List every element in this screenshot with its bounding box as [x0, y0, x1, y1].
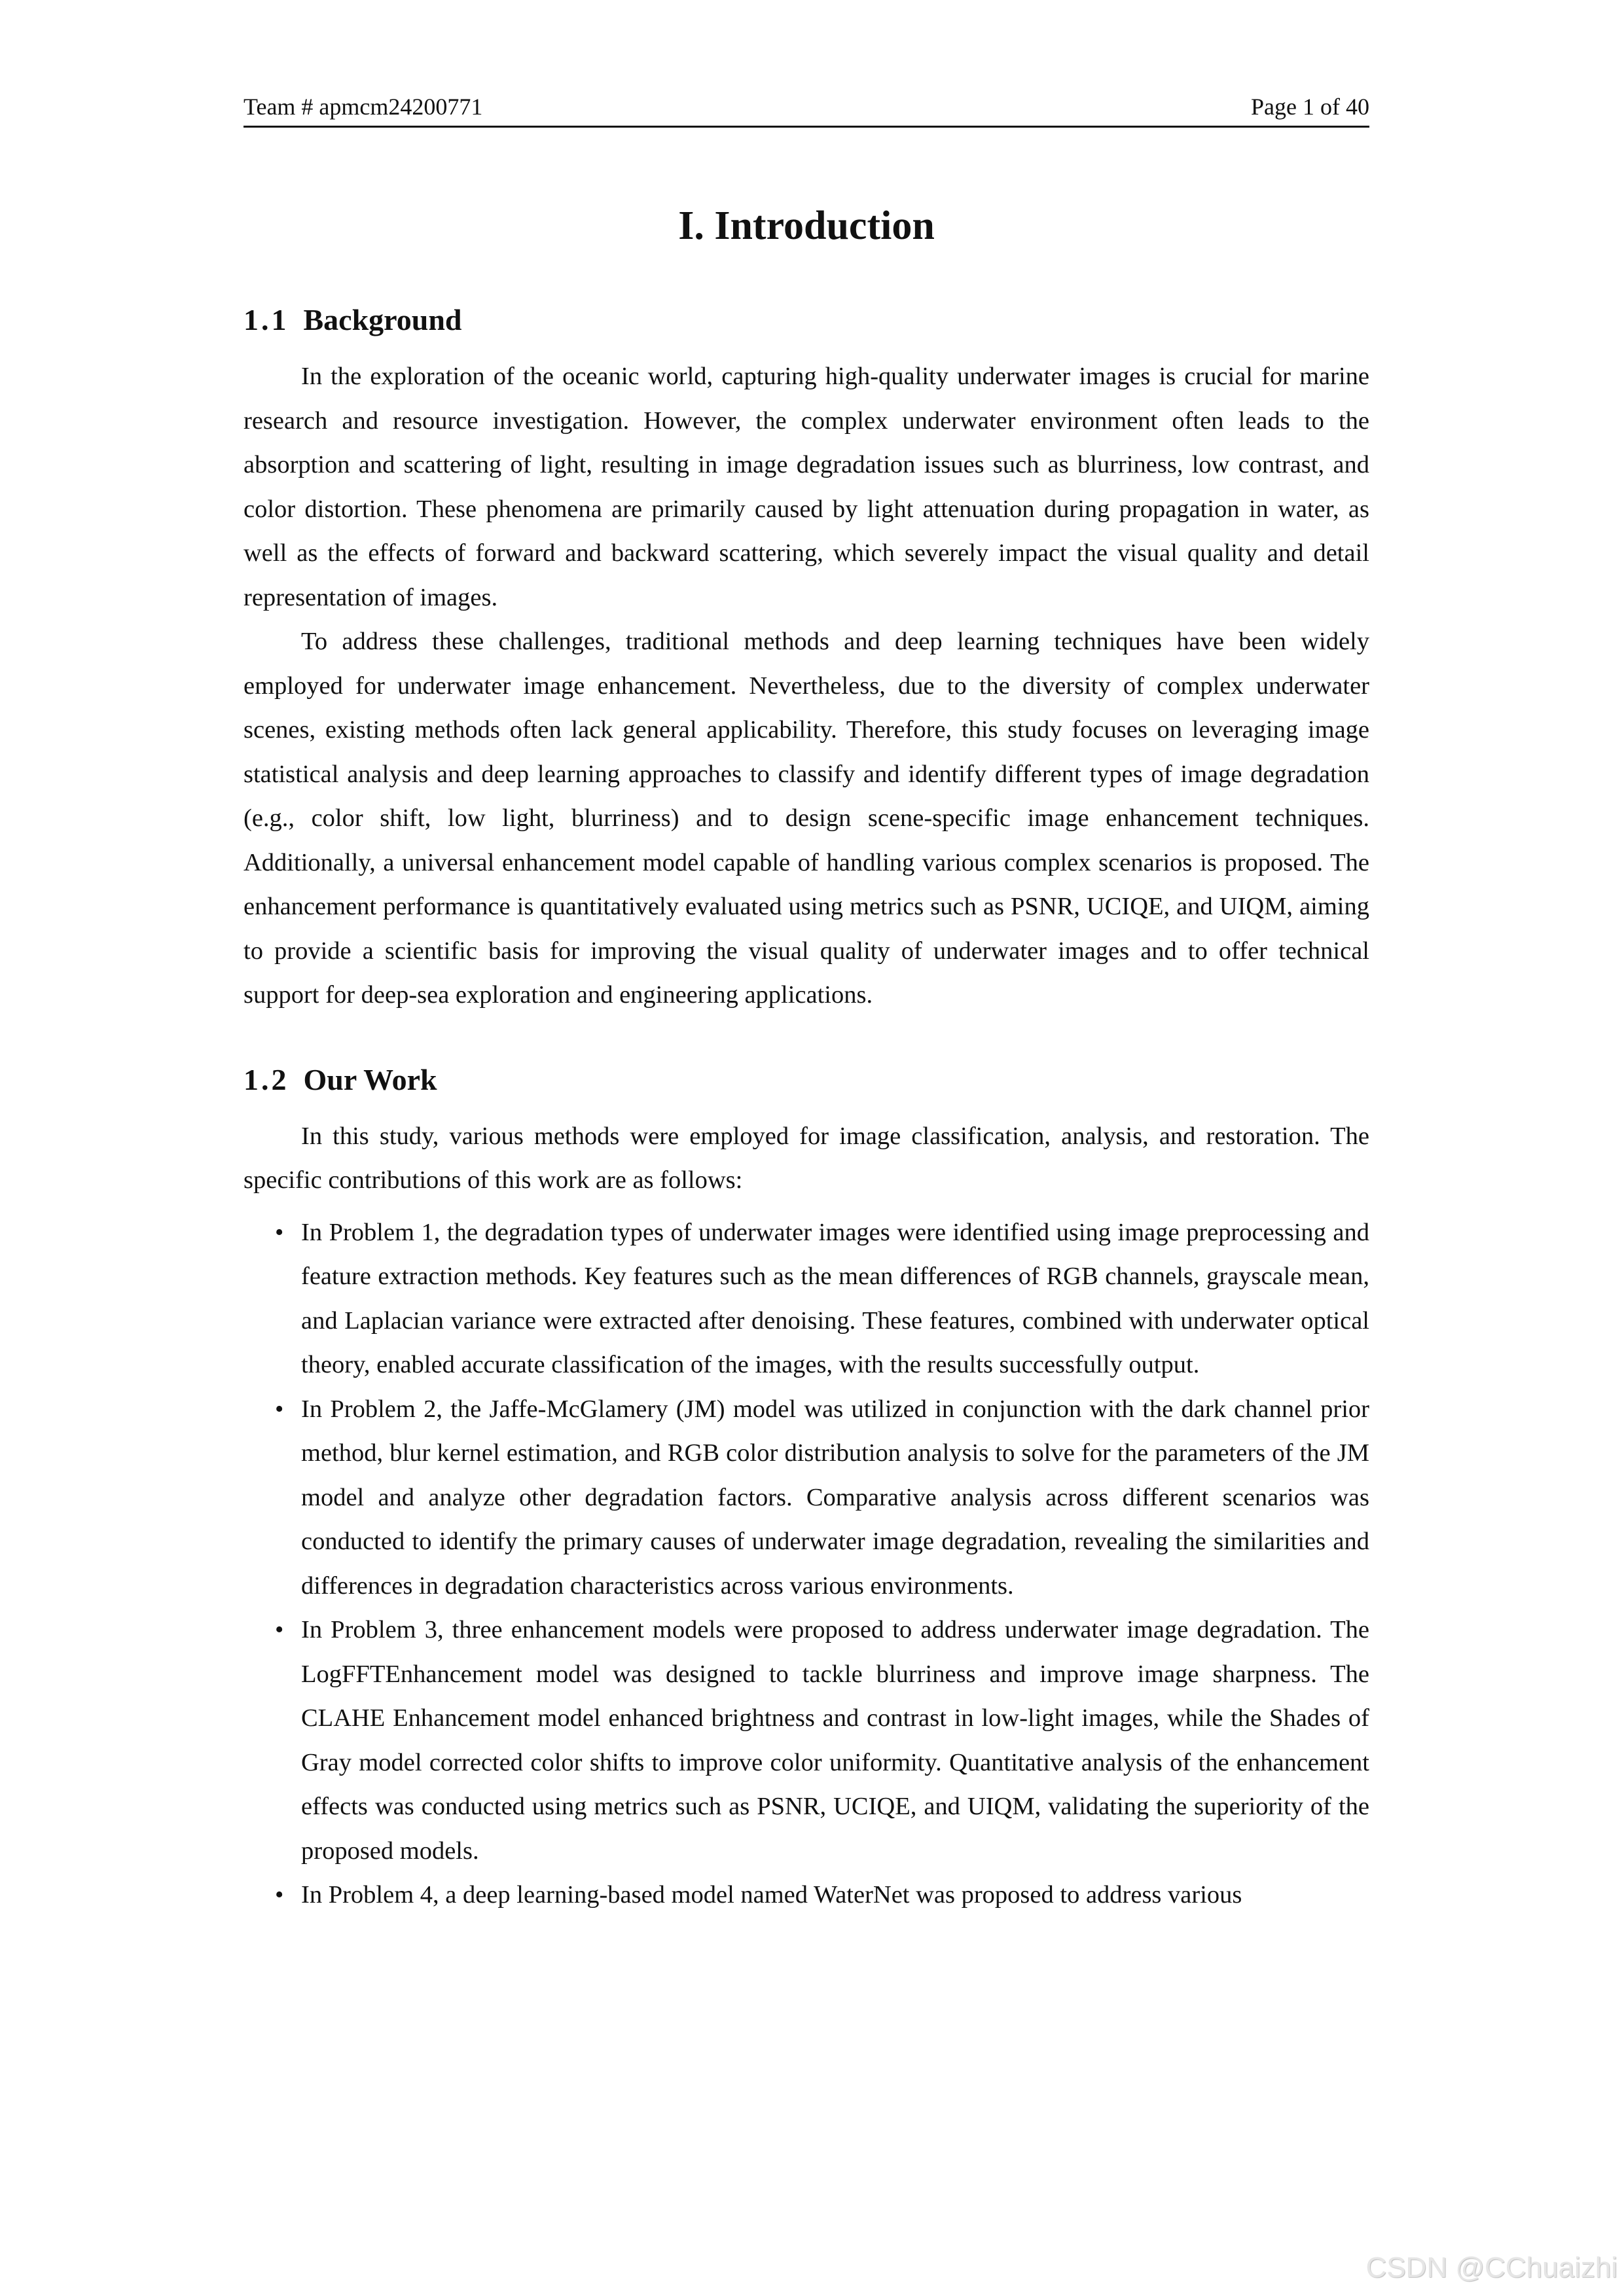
bullet-icon: • — [275, 1218, 284, 1246]
list-item-text: In Problem 1, the degradation types of underwater images were identified using image preprocessing and feature extraction methods. Key features such as the mean differences of RGB channels, grayscale mean, and Laplacian variance were extracted after denoising. These features, combined with underwater optical theory, enabled accurate classification of the images, with the results successfully output. — [301, 1218, 1369, 1378]
contribution-list — [244, 1211, 1369, 1918]
page-body — [244, 196, 1369, 1918]
team-id: Team # apmcm24200771 — [244, 94, 483, 120]
list-item-text: In Problem 3, three enhancement models were proposed to address underwater image degradation. The LogFFTEnhancement model was designed to tackle blurriness and improve image sharpness. The CLAHE Enhancement model enhanced brightness and contrast in low-light images, while the Shades of Gray model corrected color shifts to improve color uniformity. Quantitative analysis of the enhancement effects was conducted using metrics such as PSNR, UCIQE, and UIQM, validating the superiority of the proposed models. — [301, 1616, 1369, 1865]
list-item-text: In Problem 2, the Jaffe-McGlamery (JM) model was utilized in conjunction with the dark channel prior method, blur kernel estimation, and RGB color distribution analysis to solve for the parameters of the JM model and analyze other degradation factors. Comparative analysis across different scenarios was conducted to identify the primary causes of underwater image degradation, revealing the similarities and differences in degradation characteristics across various environments. — [301, 1395, 1369, 1600]
watermark: CSDN @CChuaizhi — [1365, 2251, 1617, 2284]
bullet-icon: • — [275, 1881, 284, 1909]
subsection-heading-background — [244, 297, 1369, 343]
paragraph: To address these challenges, traditional methods and deep learning techniques have been widely employed for underwater image enhancement. Nevertheless, due to the diversity of complex underwater scenes, existing methods often lack general applicability. Therefore, this study focuses on leveraging image statistical analysis and deep learning approaches to classify and identify different types of image degradation (e.g., color shift, low light, blurriness) and to design scene-specific image enhancement techniques. Additionally, a universal enhancement model capable of handling various complex scenarios is proposed. The enhancement performance is quantitatively evaluated using metrics such as PSNR, UCIQE, and UIQM, aiming to provide a scientific basis for improving the visual quality of underwater images and to offer technical support for deep-sea exploration and engineering applications. — [244, 628, 1369, 1009]
list-item — [244, 1388, 1369, 1609]
subsection-heading-our-work — [244, 1057, 1369, 1103]
bullet-icon: • — [275, 1616, 284, 1643]
subsection-number: 1.1 — [244, 303, 289, 336]
section-title: I. Introduction — [678, 204, 935, 248]
subsection-number: 1.2 — [244, 1062, 289, 1096]
paragraph: In this study, various methods were employed for image classification, analysis, and restoration. The specific contributions of this work are as follows: — [244, 1122, 1369, 1194]
bullet-icon: • — [275, 1395, 284, 1423]
subsection-title: Background — [303, 303, 462, 336]
list-item — [244, 1873, 1369, 1918]
paragraph: In the exploration of the oceanic world, capturing high-quality underwater images is crucial for marine research and resource investigation. However, the complex underwater environment often leads to the absorption and scattering of light, resulting in image degradation issues such as blurriness, low contrast, and color distortion. These phenomena are primarily caused by light attenuation during propagation in water, as well as the effects of forward and backward scattering, which severely impact the visual quality and detail representation of images. — [244, 363, 1369, 611]
list-item — [244, 1608, 1369, 1873]
page-number: Page 1 of 40 — [1251, 94, 1369, 120]
running-header — [244, 54, 1369, 128]
list-item-text: In Problem 4, a deep learning-based model named WaterNet was proposed to address various — [301, 1881, 1242, 1909]
list-item — [244, 1211, 1369, 1388]
subsection-title: Our Work — [303, 1062, 437, 1096]
